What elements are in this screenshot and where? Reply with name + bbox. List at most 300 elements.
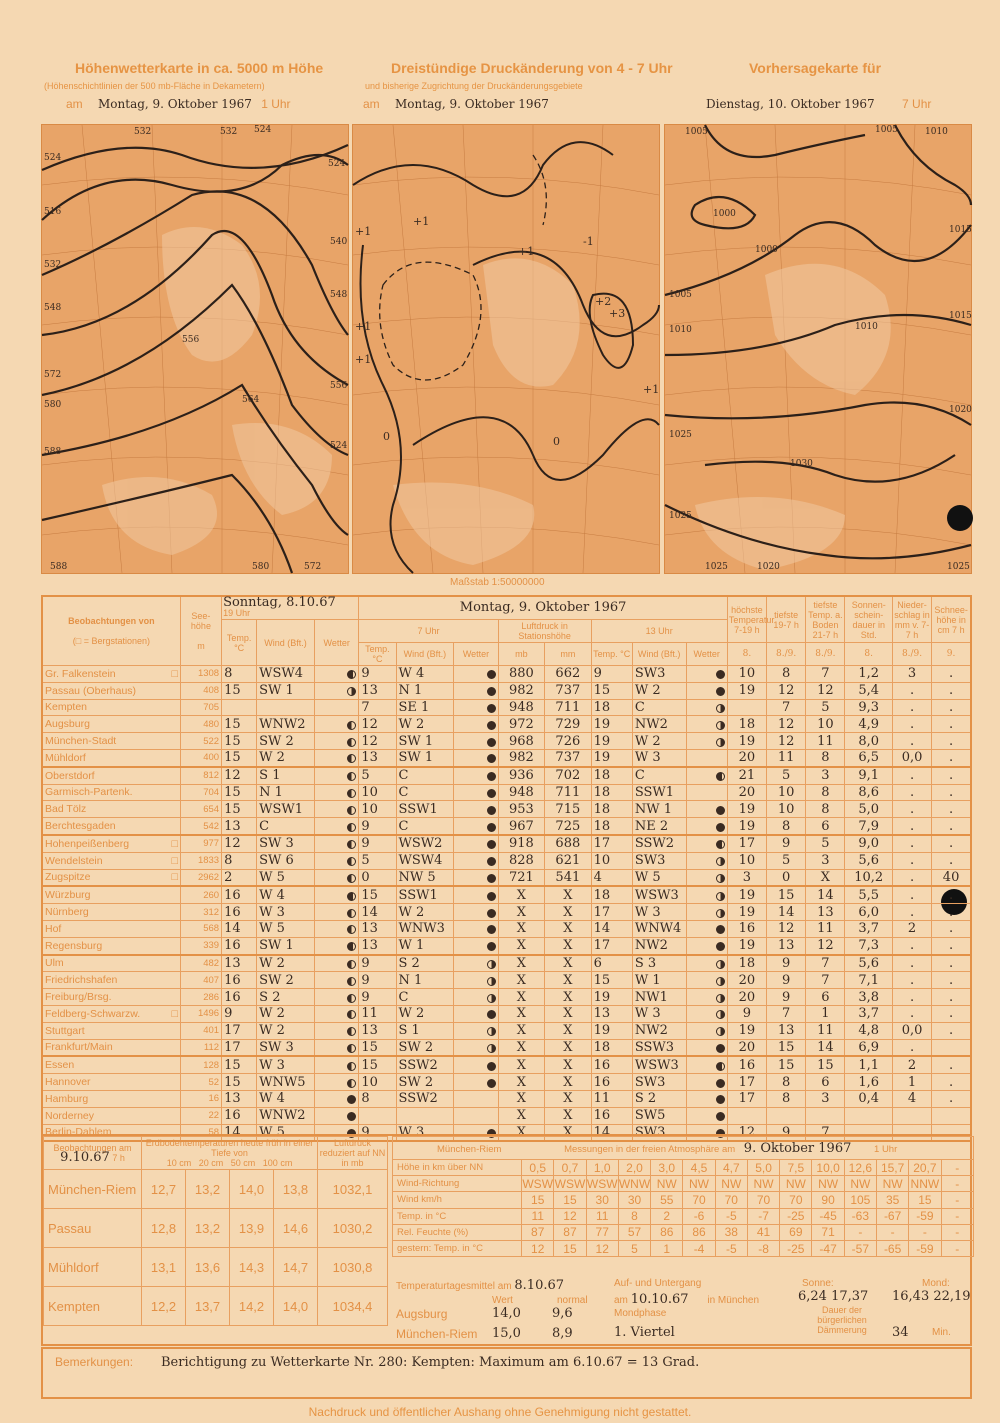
soil-temp: 13,9 — [230, 1209, 274, 1248]
weather-symbol-icon — [716, 1062, 725, 1071]
soil-temp: 13,1 — [142, 1248, 186, 1287]
wind-mon-7h: SW 2 — [396, 1074, 454, 1091]
value-mx: 17 — [727, 1090, 766, 1107]
soil-temp: 14,7 — [274, 1248, 318, 1287]
bottom-section — [41, 1134, 972, 1346]
contour-label: 588 — [44, 447, 62, 457]
wind-mon-7h: SSW1 — [396, 801, 454, 818]
value-pr: . — [892, 801, 931, 818]
forecast-date: Dienstag, 10. Oktober 1967 — [706, 97, 875, 111]
temp-mon-13h: 19 — [591, 716, 632, 733]
nn-pressure-header: Luftdruck reduziert auf NN in mb — [318, 1137, 388, 1170]
value-mx: 20 — [727, 1039, 766, 1056]
soil-temperature-table — [43, 1136, 388, 1326]
air-value: 0,5 — [522, 1160, 554, 1176]
pressure-mm: X — [545, 1074, 591, 1091]
station-name — [42, 733, 180, 750]
rise-line: am 10.10.67 in München — [614, 1292, 760, 1307]
air-value: 30 — [586, 1192, 618, 1208]
pressure-mb: X — [498, 972, 544, 989]
min-header: tiefste 19-7 h — [767, 596, 806, 643]
upper-air-title: Höhenwetterkarte in ca. 5000 m Höhe — [75, 60, 324, 76]
value-sn: . — [932, 1005, 971, 1022]
value-gm: 3 — [806, 852, 845, 869]
temp-mon-13h: 17 — [591, 904, 632, 921]
contour-label: 548 — [44, 303, 62, 313]
table-row — [42, 1090, 971, 1107]
seehoehe-value: 286 — [180, 989, 221, 1006]
weather-mon-13h — [686, 716, 727, 733]
weather-symbol-icon — [716, 977, 725, 986]
temp-mon-7h: 12 — [359, 733, 396, 750]
wind-sun-19h: W 4 — [257, 1090, 315, 1107]
pressure-mm: X — [545, 1090, 591, 1107]
wind-sun-19h: SW 1 — [257, 682, 315, 699]
value-pr: . — [892, 904, 931, 921]
weather-symbol-icon — [487, 1062, 496, 1071]
value-gm: 8 — [806, 749, 845, 766]
pressure-mb: 948 — [498, 699, 544, 716]
table-row — [42, 716, 971, 733]
temp-mon-7h: 9 — [359, 972, 396, 989]
table-row — [42, 801, 971, 818]
pressure-change-subtitle: und bisherige Zugrichtung der Druckänderungsgebiete — [365, 81, 583, 91]
air-value: 41 — [747, 1224, 779, 1240]
table-row — [42, 835, 971, 852]
pressure-mm: X — [545, 886, 591, 903]
air-value: -25 — [780, 1240, 812, 1256]
pressure-mm: 737 — [545, 749, 591, 766]
air-value: 7,5 — [780, 1160, 812, 1176]
value-gm: 11 — [806, 920, 845, 937]
weather-symbol-icon — [487, 942, 496, 951]
weather-symbol-icon — [347, 942, 356, 951]
temp-sun-19h: 15 — [222, 1056, 257, 1073]
pressure-mm: 711 — [545, 699, 591, 716]
weather-symbol-icon — [347, 909, 356, 918]
wind-sun-19h: WSW1 — [257, 801, 315, 818]
change-label: -1 — [583, 235, 594, 248]
weather-symbol-icon — [347, 772, 356, 781]
temp-mon-13h: 18 — [591, 886, 632, 903]
seehoehe-value: 400 — [180, 749, 221, 766]
soil-station: Kempten — [44, 1287, 142, 1326]
remarks-text: Berichtigung zu Wetterkarte Nr. 280: Kempten: Maximum am 6.10.67 = 13 Grad. — [161, 1355, 700, 1370]
temp-sun-19h: 12 — [222, 767, 257, 784]
weather-symbol-icon — [716, 670, 725, 679]
weather-symbol-icon — [347, 977, 356, 986]
weather-sun-19h — [314, 937, 358, 954]
weather-mon-7h — [454, 749, 498, 766]
air-row-temp — [393, 1208, 974, 1224]
temp-mon-7h: 9 — [359, 818, 396, 835]
value-mn: 8 — [767, 818, 806, 835]
mountain-station-icon: □ — [171, 837, 178, 850]
weather-mon-13h — [686, 1022, 727, 1039]
wind-sun-19h — [257, 699, 315, 716]
station-label: Feldberg-Schwarzw. — [45, 1007, 141, 1020]
air-value: - — [941, 1224, 973, 1240]
air-value: 15 — [554, 1240, 586, 1256]
temp-mon-7h — [359, 1107, 396, 1124]
pressure-mm: X — [545, 1039, 591, 1056]
pressure-mm: X — [545, 1005, 591, 1022]
air-value: - — [876, 1224, 908, 1240]
forecast-map — [664, 124, 972, 574]
air-value: -7 — [747, 1208, 779, 1224]
temp-mon-7h: 9 — [359, 955, 396, 972]
weather-mon-13h — [686, 749, 727, 766]
wind-mon-7h: WSW2 — [396, 835, 454, 852]
station-label: Berchtesgaden — [45, 820, 116, 833]
air-value: 35 — [876, 1192, 908, 1208]
station-name — [42, 989, 180, 1006]
wind-mon-7h: N 1 — [396, 682, 454, 699]
temp-mon-13h: 18 — [591, 818, 632, 835]
weather-sun-19h — [314, 1056, 358, 1073]
contour-label: 580 — [44, 400, 62, 410]
seehoehe-value: 22 — [180, 1107, 221, 1124]
weather-header: Wetter — [314, 620, 358, 666]
value-su: 5,6 — [845, 852, 892, 869]
weather-symbol-icon — [487, 857, 496, 866]
pressure-mm: X — [545, 955, 591, 972]
weather-symbol-icon — [347, 754, 356, 763]
day2-13h: 13 Uhr — [591, 620, 727, 643]
temp-mon-7h: 9 — [359, 989, 396, 1006]
isobar-label: 1005 — [669, 290, 692, 300]
value-mn: 9 — [767, 972, 806, 989]
wind-mon-7h — [396, 1107, 454, 1124]
weather-symbol-icon — [487, 687, 496, 696]
wind-sun-19h: C — [257, 818, 315, 835]
station-name — [42, 886, 180, 903]
temp-sun-19h: 15 — [222, 682, 257, 699]
weather-mon-13h — [686, 1039, 727, 1056]
station-name — [42, 818, 180, 835]
weather-symbol-icon — [716, 721, 725, 730]
weather-symbol-icon — [487, 670, 496, 679]
contour-label: 524 — [330, 441, 348, 451]
dawn-value: 34 — [892, 1325, 909, 1340]
weather-sun-19h — [314, 749, 358, 766]
station-label: Friedrichshafen — [45, 974, 118, 987]
wind-mon-7h: WSW4 — [396, 852, 454, 869]
air-value: -25 — [780, 1208, 812, 1224]
weather-symbol-icon — [487, 772, 496, 781]
air-value: 70 — [780, 1192, 812, 1208]
temp-sun-19h: 17 — [222, 1039, 257, 1056]
pressure-mb: X — [498, 937, 544, 954]
soil-row — [44, 1287, 388, 1326]
air-value: - — [941, 1160, 973, 1176]
seehoehe-value: 2962 — [180, 869, 221, 886]
weather-symbol-icon — [716, 1112, 725, 1121]
ground-min-header: tiefste Temp. a. Boden 21-7 h — [806, 596, 845, 643]
snow-header: Schnee-höhe in cm 7 h — [932, 596, 971, 643]
value-gm: 12 — [806, 937, 845, 954]
table-row — [42, 749, 971, 766]
pressure-mm: X — [545, 989, 591, 1006]
pressure-change-map — [352, 124, 660, 574]
air-value: NW — [683, 1176, 715, 1192]
mm-header: mm — [545, 643, 591, 666]
station-label: Hannover — [45, 1076, 91, 1089]
weather-header: Wetter — [686, 643, 727, 666]
air-value: 12 — [586, 1240, 618, 1256]
temp-sun-19h: 13 — [222, 955, 257, 972]
pressure-mb: 953 — [498, 801, 544, 818]
weather-sun-19h — [314, 989, 358, 1006]
air-value: 71 — [812, 1224, 844, 1240]
temp-sun-19h: 13 — [222, 818, 257, 835]
seehoehe-value: 812 — [180, 767, 221, 784]
temp-sun-19h: 2 — [222, 869, 257, 886]
remarks-box — [41, 1347, 972, 1399]
weather-mon-7h — [454, 835, 498, 852]
mond-value: 16,43 22,19 — [892, 1289, 971, 1304]
weather-symbol-icon — [347, 738, 356, 747]
station-name — [42, 716, 180, 733]
weather-sun-19h — [314, 733, 358, 750]
mountain-station-icon: □ — [171, 854, 178, 867]
air-value: NW — [715, 1176, 747, 1192]
wind-sun-19h: N 1 — [257, 784, 315, 801]
weather-mon-7h — [454, 869, 498, 886]
value-su: 10,2 — [845, 869, 892, 886]
weather-mon-13h — [686, 801, 727, 818]
wind-mon-13h: SW3 — [632, 1074, 686, 1091]
temp-mon-13h: 17 — [591, 937, 632, 954]
pressure-mm: X — [545, 972, 591, 989]
isobar-label: 1025 — [705, 562, 728, 572]
pressure-mb: 948 — [498, 784, 544, 801]
temp-sun-19h: 16 — [222, 937, 257, 954]
value-sn: . — [932, 886, 971, 903]
wind-mon-13h: S 2 — [632, 1090, 686, 1107]
air-value: 4,7 — [715, 1160, 747, 1176]
air-row-label: Höhe in km über NN — [393, 1160, 522, 1176]
day-min: 8./9. — [767, 643, 806, 666]
weather-mon-7h — [454, 1056, 498, 1073]
value-sn: . — [932, 716, 971, 733]
wind-sun-19h: SW 3 — [257, 1039, 315, 1056]
air-value: 57 — [618, 1224, 650, 1240]
day-gmin: 8./9. — [806, 643, 845, 666]
temp-mon-7h: 15 — [359, 1056, 396, 1073]
weather-sun-19h — [314, 682, 358, 699]
value-mn: 15 — [767, 886, 806, 903]
wind-mon-13h: NW2 — [632, 937, 686, 954]
value-mx: 16 — [727, 1056, 766, 1073]
value-gm: 11 — [806, 1022, 845, 1039]
weather-symbol-icon — [347, 925, 356, 934]
wind-mon-7h: SW 1 — [396, 733, 454, 750]
weather-symbol-icon — [487, 960, 496, 969]
wind-mon-7h: N 1 — [396, 972, 454, 989]
air-value: 8 — [618, 1208, 650, 1224]
soil-row — [44, 1209, 388, 1248]
air-value: NW — [780, 1176, 812, 1192]
wind-sun-19h: SW 2 — [257, 972, 315, 989]
air-value: - — [941, 1240, 973, 1256]
value-pr: . — [892, 886, 931, 903]
weather-mon-13h — [686, 852, 727, 869]
wind-mon-7h: SW 1 — [396, 749, 454, 766]
wind-sun-19h: SW 6 — [257, 852, 315, 869]
table-row — [42, 1005, 971, 1022]
value-mn: 9 — [767, 835, 806, 852]
forecast-dateline — [706, 97, 931, 111]
value-gm: 3 — [806, 767, 845, 784]
value-sn: . — [932, 904, 971, 921]
value-gm: 1 — [806, 1005, 845, 1022]
air-value: 12 — [522, 1240, 554, 1256]
wind-mon-7h: WNW3 — [396, 920, 454, 937]
temp-mon-7h: 15 — [359, 886, 396, 903]
value-mx: 19 — [727, 818, 766, 835]
pressure-mb: X — [498, 1124, 544, 1141]
wind-sun-19h: WSW4 — [257, 666, 315, 683]
wind-sun-19h: S 1 — [257, 767, 315, 784]
seehoehe-value: 52 — [180, 1074, 221, 1091]
contour-label: 564 — [242, 395, 260, 405]
isobar-label: 1030 — [790, 459, 813, 469]
value-sn: . — [932, 852, 971, 869]
value-mn: 7 — [767, 699, 806, 716]
table-row — [42, 886, 971, 903]
day2-7h: 7 Uhr — [359, 620, 498, 643]
temp-sun-19h: 15 — [222, 749, 257, 766]
station-name — [42, 682, 180, 699]
weather-symbol-icon — [716, 738, 725, 747]
wind-sun-19h: SW 3 — [257, 835, 315, 852]
value-gm: 14 — [806, 1039, 845, 1056]
air-value: WSW — [522, 1176, 554, 1191]
value-mn: 11 — [767, 749, 806, 766]
pressure-mm: 737 — [545, 682, 591, 699]
weather-mon-7h — [454, 852, 498, 869]
wind-mon-13h: NW2 — [632, 716, 686, 733]
pressure-mm: 726 — [545, 733, 591, 750]
air-value: - — [909, 1224, 941, 1240]
weather-mon-13h — [686, 818, 727, 835]
observation-table — [41, 595, 972, 1142]
isobar-label: 1000 — [713, 209, 736, 219]
wind-mon-13h: SW3 — [632, 1124, 686, 1141]
value-mn: 12 — [767, 682, 806, 699]
weather-symbol-icon — [487, 994, 496, 1003]
temp-mon-13h: 19 — [591, 989, 632, 1006]
soil-row — [44, 1248, 388, 1287]
seehoehe-value: 1308 — [180, 666, 221, 683]
air-value: 3,0 — [651, 1160, 683, 1176]
wind-sun-19h: W 4 — [257, 886, 315, 903]
weather-symbol-icon — [347, 823, 356, 832]
pressure-mb: X — [498, 1005, 544, 1022]
value-mx: 9 — [727, 1005, 766, 1022]
value-su: 9,0 — [845, 835, 892, 852]
station-label: Essen — [45, 1059, 75, 1072]
temp-sun-19h: 16 — [222, 972, 257, 989]
air-value: 12,6 — [844, 1160, 876, 1176]
day-snow: 9. — [932, 643, 971, 666]
air-value: 2,0 — [618, 1160, 650, 1176]
temp-sun-19h: 15 — [222, 801, 257, 818]
weather-symbol-icon — [487, 925, 496, 934]
value-sn: . — [932, 784, 971, 801]
air-value: -65 — [876, 1240, 908, 1256]
air-value: -67 — [876, 1208, 908, 1224]
weather-symbol-icon — [487, 909, 496, 918]
pressure-change-dateline — [363, 97, 549, 111]
pressure-mm: 715 — [545, 801, 591, 818]
wind-mon-13h: W 1 — [632, 972, 686, 989]
air-value: 4,5 — [683, 1160, 715, 1176]
contour-label: 548 — [330, 290, 348, 300]
weather-mon-7h — [454, 666, 498, 683]
air-value: 1,0 — [586, 1160, 618, 1176]
air-value: 90 — [812, 1192, 844, 1208]
value-mx: 18 — [727, 716, 766, 733]
temp-mon-13h: 16 — [591, 1074, 632, 1091]
value-mx — [727, 699, 766, 716]
muenchen-label: München-Riem — [396, 1327, 478, 1341]
value-su: 7,1 — [845, 972, 892, 989]
upper-air-table — [392, 1136, 974, 1257]
value-sn: . — [932, 835, 971, 852]
seehoehe-value: 1833 — [180, 852, 221, 869]
table-row — [42, 869, 971, 886]
max-header: höchste Temperatur 7-19 h — [727, 596, 766, 643]
value-gm: 6 — [806, 989, 845, 1006]
wind-mon-7h: W 4 — [396, 666, 454, 683]
value-pr — [892, 1107, 931, 1124]
wind-mon-7h: C — [396, 767, 454, 784]
wind-mon-13h: NW2 — [632, 1022, 686, 1039]
weather-mon-7h — [454, 1005, 498, 1022]
dawn-unit: Min. — [932, 1327, 951, 1338]
value-pr: . — [892, 869, 931, 886]
temp-mon-7h: 10 — [359, 1074, 396, 1091]
value-sn: . — [932, 1022, 971, 1039]
seehoehe-value: 705 — [180, 699, 221, 716]
value-mn: 13 — [767, 1022, 806, 1039]
air-value: 2 — [651, 1208, 683, 1224]
soil-temp: 12,8 — [142, 1209, 186, 1248]
soil-station: München-Riem — [44, 1170, 142, 1209]
wind-mon-13h: W 3 — [632, 1005, 686, 1022]
weather-mon-13h — [686, 666, 727, 683]
temp-sun-19h: 17 — [222, 1022, 257, 1039]
value-su: 8,6 — [845, 784, 892, 801]
upper-air-time: 1 Uhr — [261, 97, 291, 111]
wind-sun-19h: W 5 — [257, 1124, 315, 1141]
table-row — [42, 955, 971, 972]
soil-temp: 14,0 — [274, 1287, 318, 1326]
isobar-label: 1025 — [669, 511, 692, 521]
weather-sun-19h — [314, 972, 358, 989]
wind-mon-13h: W 2 — [632, 682, 686, 699]
value-gm: 7 — [806, 972, 845, 989]
wind-mon-7h: SSW2 — [396, 1056, 454, 1073]
air-value: -45 — [812, 1208, 844, 1224]
pressure-mb: X — [498, 1056, 544, 1073]
value-pr: 3 — [892, 666, 931, 683]
value-su: 3,8 — [845, 989, 892, 1006]
value-gm: 14 — [806, 886, 845, 903]
pressure-mm: X — [545, 1056, 591, 1073]
